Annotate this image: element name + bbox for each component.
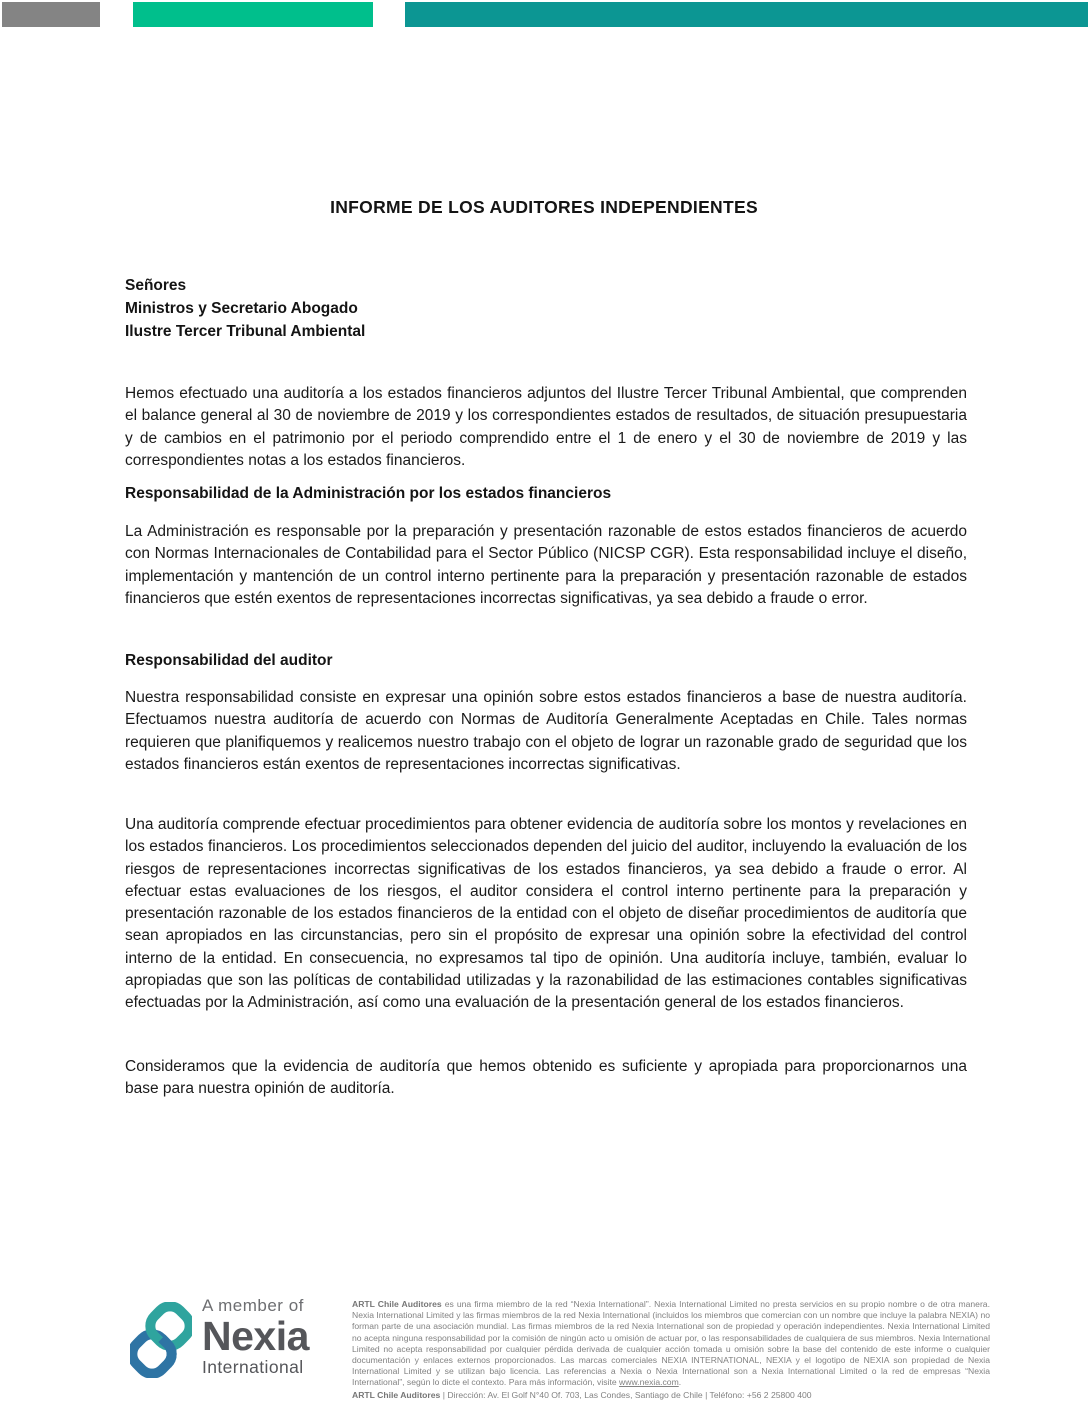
- paragraph-intro: Hemos efectuado una auditoría a los estados financieros adjuntos del Ilustre Tercer Tribunal Ambiental, que comprenden el balance general al 30 de noviembre de 2019 y los correspondientes estados de resultados, de situación presupuestaria y de cambios en el patrimonio por el periodo comprendido entre el 1 de enero y el 30 de noviembre de 2019 y las correspondientes notas a los estados financieros.: [125, 385, 967, 469]
- member-of-label: A member of: [202, 1296, 304, 1315]
- recipient-line-1: Señores: [125, 277, 187, 294]
- paragraph-auditor-responsibility: Nuestra responsabilidad consiste en expresar una opinión sobre estos estados financieros a base de nuestra auditoría. Efectuamos nuestra auditoría de acuerdo con Normas de Auditoría Generalmente Aceptadas en Chile. Tales normas requieren que planifiquemos y realicemos nuestro trabajo con el objeto de lograr un razonable grado de seguridad que los estados financieros están exentos de representaciones incorrectas significativas.: [125, 689, 967, 773]
- brand-subtitle: International: [202, 1357, 304, 1377]
- disclaimer-text: [352, 1299, 990, 1387]
- disclaimer-end: .: [678, 1377, 682, 1388]
- contact-line: [352, 1390, 990, 1401]
- paragraph-administration-responsibility: La Administración es responsable por la preparación y presentación razonable de estos estados financieros de acuerdo con Normas Internacionales de Contabilidad para el Sector Público (NICSP CGR). Esta responsabilidad incluye el diseño, implementación y mantención de un control interno pertinente para la preparación y presentación razonable de estados financieros que estén exentos de representaciones incorrectas significativas, ya sea debido a fraude o error.: [125, 523, 967, 607]
- recipient-line-2: Ministros y Secretario Abogado: [125, 300, 358, 317]
- recipient-line-3: Ilustre Tercer Tribunal Ambiental: [125, 323, 366, 340]
- page-title: INFORME DE LOS AUDITORES INDEPENDIENTES: [330, 197, 758, 217]
- nexia-knot-icon: [130, 1302, 192, 1383]
- nexia-website-link[interactable]: www.nexia.com: [619, 1377, 679, 1388]
- contact-firm-name: ARTL Chile Auditores: [352, 1389, 441, 1400]
- contact-details: | Dirección: Av. El Golf N°40 Of. 703, Las Condes, Santiago de Chile | Teléfono: +56 2 25800 400: [440, 1389, 812, 1400]
- nexia-logo-text: [202, 1296, 309, 1378]
- legal-fineprint: [352, 1299, 990, 1401]
- top-bar-green: [133, 2, 373, 27]
- disclaimer-body: es una firma miembro de la red “Nexia International”. Nexia International Limited no presta servicios en su propio nombre o de otra manera. Nexia International Limited y las firmas miembros de la red Nexia International (incluidos los miembros que comercian con un nombre que incluye la palabra NEXIA) no forman parte de una asociación mundial. Las firmas miembros de la red Nexia International son de propiedad y operación independientes. Nexia International Limited no acepta ninguna responsabilidad por la comisión de ningún acto u omisión de actuar por, o las responsabilidades de cualquiera de sus miembros. Nexia International Limited no acepta responsabilidad por cualquier pérdida derivada de cualquier acción tomada u omisión sobre la base del contenido de este informe o cualquier documentación y enlaces externos proporcionados. Las marcas comerciales NEXIA INTERNATIONAL, NEXIA y el logotipo de NEXIA son propiedad de Nexia International Limited y se utilizan bajo licencia. Las referencias a Nexia o Nexia International son a Nexia International Limited o la red de empresas “Nexia International”, según lo dicte el contexto. Para más información, visite: [352, 1299, 990, 1388]
- disclaimer-firm-name: ARTL Chile Auditores: [352, 1299, 442, 1309]
- top-bar-gray: [2, 2, 100, 27]
- recipient-block: [125, 274, 967, 343]
- paragraph-audit-procedures: Una auditoría comprende efectuar procedimientos para obtener evidencia de auditoría sobre los montos y revelaciones en los estados financieros. Los procedimientos seleccionados dependen del juicio del auditor, incluyendo la evaluación de los riesgos de representaciones incorrectas significativas de los estados financieros, ya sea debido a fraude o error. Al efectuar estas evaluaciones de los riesgos, el auditor considera el control interno pertinente para la preparación y presentación razonable de los estados financieros de la entidad con el objeto de diseñar procedimientos de auditoría que sean apropiados en las circunstancias, pero sin el propósito de expresar una opinión sobre la efectividad del control interno de la entidad. En consecuencia, no expresamos tal tipo de opinión. Una auditoría incluye, también, evaluar lo apropiadas que son las políticas de contabilidad utilizadas y la razonabilidad de las estimaciones contables significativas efectuadas por la Administración, así como una evaluación de la presentación general de los estados financieros.: [125, 816, 967, 1012]
- heading-responsibility-administration: Responsabilidad de la Administración por los estados financieros: [125, 485, 612, 502]
- paragraph-conclusion: Consideramos que la evidencia de auditoría que hemos obtenido es suficiente y apropiada para proporcionarnos una base para nuestra opinión de auditoría.: [125, 1058, 967, 1098]
- top-bar-teal: [405, 2, 1088, 27]
- nexia-logo: [130, 1296, 350, 1383]
- brand-name: Nexia: [202, 1313, 309, 1359]
- heading-responsibility-auditor: Responsabilidad del auditor: [125, 652, 333, 669]
